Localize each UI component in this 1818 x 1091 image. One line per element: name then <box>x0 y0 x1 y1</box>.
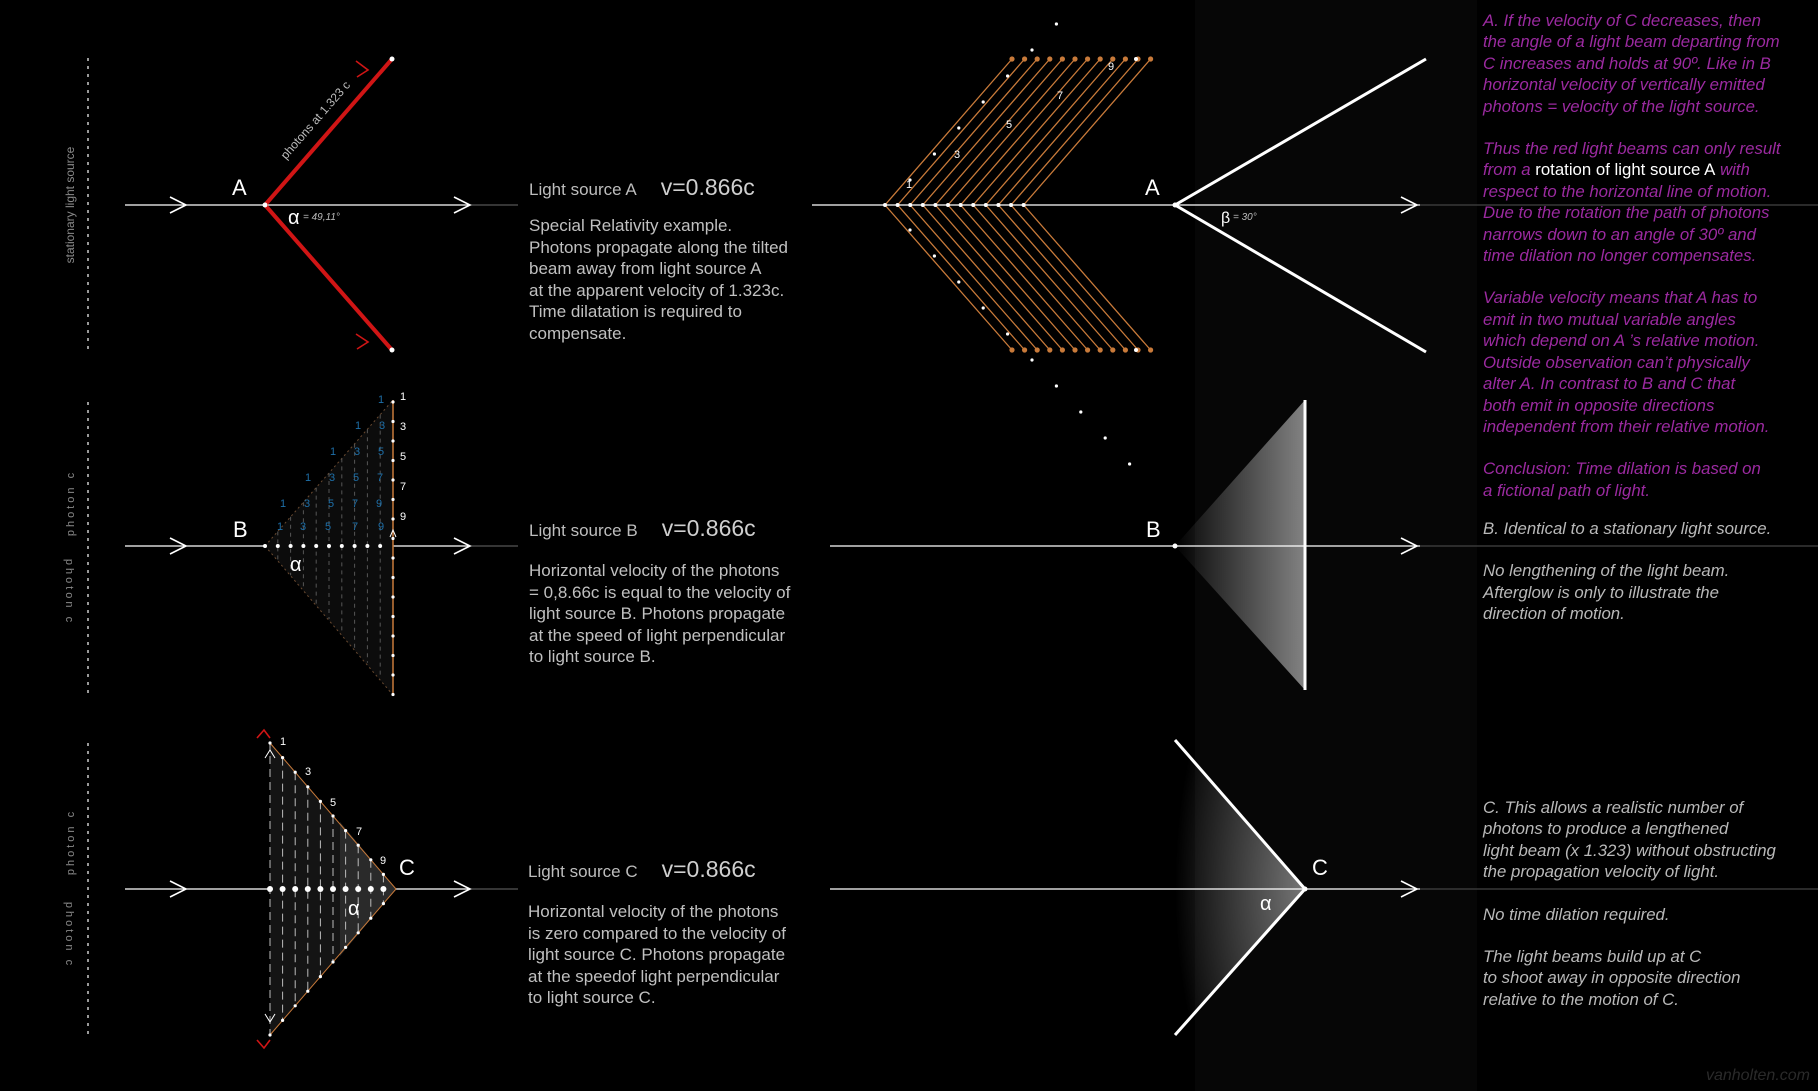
para-b-body <box>1483 560 1818 624</box>
b-dot <box>340 544 344 548</box>
chevron-number: 9 <box>1108 61 1115 73</box>
panel-b-line: light source B. Photons propagate <box>529 604 786 623</box>
panel-c-line: light source C. Photons propagate <box>528 945 786 964</box>
c-edge-dot <box>306 990 309 993</box>
panel-a-line: at the apparent velocity of 1.323c. <box>529 280 785 300</box>
panel-a-line: compensate. <box>529 323 627 343</box>
para-thus-line: time dilation no longer compensates. <box>1483 246 1757 266</box>
b-front-dot <box>391 537 394 540</box>
b-blue-number: 1 <box>277 521 284 533</box>
para-variable-line: Variable velocity means that A has to <box>1483 288 1758 308</box>
c-edge-dot <box>369 858 372 861</box>
left-diagram-c <box>257 730 415 1048</box>
panel-c-line: to light source C. <box>528 988 656 1007</box>
para-c-no-dilation: No time dilation required. <box>1483 904 1670 924</box>
credit: vanholten.com <box>1705 1067 1810 1084</box>
c-dot <box>292 886 298 892</box>
para-variable-line: Outside observation can’t physically <box>1483 352 1750 372</box>
b-blue-number: 3 <box>300 521 307 533</box>
c-edge-dot <box>268 1033 271 1036</box>
b-blue-number: 7 <box>377 472 384 484</box>
panel-c-line: at the speedof light perpendicular <box>528 966 780 986</box>
b-blue-number: 1 <box>305 472 312 484</box>
red-beam-down <box>265 205 392 350</box>
b-dot <box>276 544 280 548</box>
label-b-right: B <box>1146 517 1161 542</box>
side-label-photon-b-up: photon c <box>65 469 77 537</box>
chevron-mid-dot <box>933 152 936 155</box>
panel-c-line: is zero compared to the velocity of <box>528 923 786 943</box>
c-dot <box>380 886 386 892</box>
para-a-line: photons = velocity of the light source. <box>1483 96 1760 116</box>
b-blue-number: 1 <box>330 446 337 458</box>
c-dot <box>330 886 336 892</box>
red-arrowhead-down <box>356 334 368 349</box>
para-b: B. Identical to a stationary light source. <box>1483 519 1772 538</box>
red-beam-up <box>265 59 392 205</box>
c-dot <box>317 886 323 892</box>
para-thus-line: Thus the red light beams can only result <box>1483 139 1781 159</box>
label-b-left: B <box>233 517 248 542</box>
chevron-mid-dot <box>957 280 960 283</box>
right-chevron <box>883 0 1153 466</box>
para-variable-line: which depend on A ’s relative motion. <box>1483 331 1760 351</box>
para-variable-line: emit in two mutual variable angles <box>1483 309 1736 329</box>
panel-b-velocity: v=0.866c <box>661 515 756 541</box>
chevron-top-dot <box>1085 56 1090 61</box>
c-dot <box>343 886 349 892</box>
chevron-dot <box>971 203 975 207</box>
panel-b-body <box>529 560 839 668</box>
b-front-dot <box>391 576 394 579</box>
chevron-top-dot <box>1047 56 1052 61</box>
para-thus-line: narrows down to an angle of 30º and <box>1483 224 1756 244</box>
b-front-dot <box>391 615 394 618</box>
panel-c-body <box>528 901 838 1009</box>
b-front-dot <box>391 517 394 520</box>
b-front-dot <box>391 420 394 423</box>
b-blue-number: 3 <box>304 498 311 510</box>
b-blue-number: 9 <box>376 498 383 510</box>
para-c <box>1483 797 1818 883</box>
para-variable <box>1483 287 1818 437</box>
b-blue-number: 3 <box>379 420 386 432</box>
c-edge-dot <box>319 800 322 803</box>
c-number: 7 <box>356 826 363 838</box>
panel-b-line: Horizontal velocity of the photons <box>529 561 780 580</box>
panel-a-body <box>529 215 839 344</box>
b-front-number: 5 <box>400 451 407 463</box>
chevron-mid-dot <box>982 306 985 309</box>
b-front-dot <box>391 556 394 559</box>
chevron-mid-dot <box>933 254 936 257</box>
beta-value: = 30° <box>1233 212 1257 223</box>
right-text-b <box>1483 518 1818 646</box>
c-edge-dot <box>357 844 360 847</box>
source-ra-dot <box>1173 203 1178 208</box>
chevron-dot <box>946 203 950 207</box>
label-a-left: A <box>232 175 247 200</box>
side-label-stationary: stationary light source <box>63 146 77 264</box>
c-dot <box>368 886 374 892</box>
para-c-line: the propagation velocity of light. <box>1483 862 1720 882</box>
para-variable-line: alter A. In contrast to B and C that <box>1483 374 1736 394</box>
chevron-bottom-dot <box>1072 347 1077 352</box>
b-front-number: 9 <box>400 511 407 523</box>
b-dot <box>365 544 369 548</box>
beam-label: photons at 1.323 c <box>277 78 354 162</box>
chevron-end-dot <box>1134 348 1138 352</box>
para-c-build <box>1483 946 1818 1010</box>
b-blue-number: 7 <box>352 521 359 533</box>
c-edge-dot <box>319 975 322 978</box>
panel-a-line: Time dilatation is required to <box>529 302 742 321</box>
b-front-dot <box>391 478 394 481</box>
b-dot <box>378 544 382 548</box>
b-front-dot <box>391 439 394 442</box>
c-red-arrow-up <box>257 730 270 738</box>
b-front-dot <box>391 400 394 403</box>
c-edge-dot <box>306 785 309 788</box>
alpha-a-value: = 49,11° <box>303 212 340 223</box>
b-front-dot <box>391 459 394 462</box>
b-blue-number: 5 <box>378 446 385 458</box>
para-thus-line: respect to the horizontal line of motion. <box>1483 181 1772 201</box>
b-front-number: 1 <box>400 391 407 403</box>
c-edge-dot <box>344 946 347 949</box>
b-blue-number: 5 <box>328 498 335 510</box>
panel-b-line: at the speed of light perpendicular <box>529 625 786 645</box>
b-blue-number: 1 <box>355 420 362 432</box>
para-thus-line: with <box>1715 160 1750 180</box>
source-rb-dot <box>1173 544 1178 549</box>
chevron-mid-dot <box>982 100 985 103</box>
chevron-mid-dot <box>1030 358 1033 361</box>
para-c-line: light beam (x 1.323) without obstructing <box>1483 840 1776 860</box>
chevron-number: 7 <box>1057 90 1064 102</box>
chevron-dot <box>908 203 912 207</box>
chevron-bottom-dot <box>1098 347 1103 352</box>
chevron-bottom-dot <box>1009 347 1014 352</box>
para-c-build-line: to shoot away in opposite direction <box>1483 968 1741 988</box>
panel-a-line: beam away from light source A <box>529 259 762 278</box>
beta: β <box>1221 210 1231 227</box>
panel-c-head: Light source C <box>528 862 638 881</box>
para-variable-line: independent from their relative motion. <box>1483 416 1770 436</box>
chevron-mid-dot <box>1055 384 1058 387</box>
b-dot <box>289 544 293 548</box>
chevron-mid-dot <box>1006 332 1009 335</box>
b-front-number: 3 <box>400 421 407 433</box>
c-number: 3 <box>305 766 312 778</box>
para-c-build-line: relative to the motion of C. <box>1483 989 1679 1009</box>
source-rc-dot <box>1303 887 1308 892</box>
chevron-dot <box>921 203 925 207</box>
chevron-bottom-dot <box>1123 347 1128 352</box>
chevron-top-dot <box>1009 56 1014 61</box>
para-a-line: the angle of a light beam departing from <box>1483 32 1780 52</box>
c-dot <box>305 886 311 892</box>
c-edge-dot <box>294 771 297 774</box>
chevron-mid-dot <box>1055 22 1058 25</box>
chevron-mid-dot <box>1030 48 1033 51</box>
chevron-mid-dot <box>908 228 911 231</box>
beam-end-up <box>390 57 395 62</box>
panel-a-head: Light source A <box>529 180 637 199</box>
chevron-bottom-dot <box>1110 347 1115 352</box>
para-c-build-line: The light beams build up at C <box>1483 947 1702 967</box>
label-c-right: C <box>1312 855 1328 880</box>
beam-end-down <box>390 348 395 353</box>
para-thus-line: Due to the rotation the path of photons <box>1483 203 1770 223</box>
panel-c-velocity: v=0.866c <box>661 856 756 882</box>
para-b-line: direction of motion. <box>1483 604 1625 624</box>
label-a-right: A <box>1145 175 1160 200</box>
chevron-dot <box>1009 203 1013 207</box>
para-a-line: A. If the velocity of C decreases, then <box>1483 11 1761 30</box>
b-front-number: 7 <box>400 481 407 493</box>
b-front-dot <box>391 595 394 598</box>
para-c-line: C. This allows a realistic number of <box>1483 798 1744 817</box>
chevron-mid-dot <box>1104 436 1107 439</box>
c-number: 9 <box>380 855 387 867</box>
panel-a-velocity: v=0.866c <box>660 174 755 200</box>
chevron-bottom-dot <box>1060 347 1065 352</box>
c-edge-dot <box>369 917 372 920</box>
c-red-arrow-down <box>257 1040 270 1048</box>
b-dot <box>314 544 318 548</box>
panel-c-line: Horizontal velocity of the photons <box>528 902 779 921</box>
side-label-photon-c-down: photon c <box>63 901 75 969</box>
right-text-c <box>1483 797 1818 1031</box>
alpha-a: α <box>288 207 300 229</box>
c-dot <box>355 886 361 892</box>
c-edge-dot <box>357 931 360 934</box>
source-a-dot <box>263 203 268 208</box>
chevron-dot <box>959 203 963 207</box>
para-a <box>1483 10 1818 117</box>
chevron-top-dot <box>1123 56 1128 61</box>
c-number: 1 <box>280 736 287 748</box>
right-text-top <box>1483 10 1818 522</box>
para-a-line: horizontal velocity of vertically emitted <box>1483 75 1765 95</box>
panel-b <box>529 515 839 668</box>
chevron-top-dot <box>1035 56 1040 61</box>
chevron-bottom-dot <box>1022 347 1027 352</box>
chevron-top-dot <box>1098 56 1103 61</box>
chevron-end-dot <box>1134 57 1138 61</box>
b-dot <box>263 544 267 548</box>
para-conclusion-line: a fictional path of light. <box>1483 480 1650 500</box>
chevron-bottom-dot <box>1047 347 1052 352</box>
alpha-c-right: α <box>1260 893 1272 915</box>
b-dot <box>353 544 357 548</box>
chevron-dot <box>996 203 1000 207</box>
b-blue-number: 7 <box>352 498 359 510</box>
chevron-bottom-dot <box>1035 347 1040 352</box>
b-dot <box>301 544 305 548</box>
b-front-dot <box>391 693 394 696</box>
b-front-dot <box>391 498 394 501</box>
panel-a-line: Special Relativity example. <box>529 216 733 235</box>
c-number: 5 <box>330 797 337 809</box>
alpha-b: α <box>290 554 302 576</box>
chevron-mid-dot <box>957 126 960 129</box>
para-b-line: Afterglow is only to illustrate the <box>1483 582 1719 602</box>
chevron-dot <box>896 203 900 207</box>
rotation-highlight: rotation of light source A <box>1535 160 1716 180</box>
chevron-bottom-dot <box>1148 347 1153 352</box>
chevron-top-dot <box>1148 56 1153 61</box>
left-diagram-b <box>233 391 406 696</box>
chevron-number: 1 <box>906 179 913 191</box>
c-edge-dot <box>382 873 385 876</box>
panel-a-line: Photons propagate along the tilted <box>529 237 788 257</box>
chevron-dot <box>984 203 988 207</box>
chevron-numbers <box>906 61 1114 191</box>
panel-b-line: = 0,8.66c is equal to the velocity of <box>529 582 791 602</box>
c-edge-dot <box>281 1019 284 1022</box>
chevron-top-dot <box>1060 56 1065 61</box>
chevron-bottom-dot <box>1085 347 1090 352</box>
b-dot <box>327 544 331 548</box>
c-edge-dot <box>382 902 385 905</box>
panel-b-head: Light source B <box>529 521 638 540</box>
para-thus-line: from a <box>1483 160 1536 180</box>
c-dot <box>280 886 286 892</box>
b-blue-number: 1 <box>378 394 385 406</box>
chevron-mid-dot <box>1128 462 1131 465</box>
red-arrowhead-up <box>356 61 368 77</box>
chevron-dot <box>933 203 937 207</box>
label-c-left: C <box>399 855 415 880</box>
c-edge-dot <box>294 1004 297 1007</box>
chevron-number: 3 <box>954 149 961 161</box>
para-c-line: photons to produce a lengthened <box>1483 819 1729 839</box>
para-conclusion-line: Conclusion: Time dilation is based on <box>1483 459 1761 479</box>
para-b-line: No lengthening of the light beam. <box>1483 561 1730 581</box>
b-blue-number: 5 <box>353 472 360 484</box>
para-thus <box>1483 138 1818 266</box>
chevron-dot <box>1022 203 1026 207</box>
para-a-line: C increases and holds at 90º. Like in B <box>1483 53 1771 73</box>
panel-c <box>528 856 838 1009</box>
chevron-mid-dot <box>1006 74 1009 77</box>
b-blue-number: 3 <box>329 472 336 484</box>
side-label-photon-c-up: photon c <box>65 808 77 876</box>
chevron-top-dot <box>1072 56 1077 61</box>
para-conclusion <box>1483 458 1818 501</box>
chevron-dot <box>883 203 887 207</box>
chevron-top-dot <box>1022 56 1027 61</box>
b-front-dot <box>391 673 394 676</box>
panel-a <box>529 174 839 344</box>
b-front-dot <box>391 654 394 657</box>
b-blue-number: 5 <box>325 521 332 533</box>
alpha-c: α <box>348 898 360 920</box>
c-edge-dot <box>331 960 334 963</box>
panel-b-line: to light source B. <box>529 647 656 666</box>
side-label-photon-b-down: photon c <box>63 558 75 626</box>
b-front-dot <box>391 634 394 637</box>
b-blue-number: 3 <box>354 446 361 458</box>
c-edge-dot <box>331 814 334 817</box>
c-edge-dot <box>281 756 284 759</box>
b-blue-number: 1 <box>280 498 287 510</box>
c-dot <box>267 886 273 892</box>
chevron-number: 5 <box>1006 119 1013 131</box>
para-variable-line: both emit in opposite directions <box>1483 395 1715 415</box>
c-edge-dot <box>344 829 347 832</box>
c-edge-dot <box>268 741 271 744</box>
b-blue-number: 9 <box>378 521 385 533</box>
chevron-mid-dot <box>1079 410 1082 413</box>
